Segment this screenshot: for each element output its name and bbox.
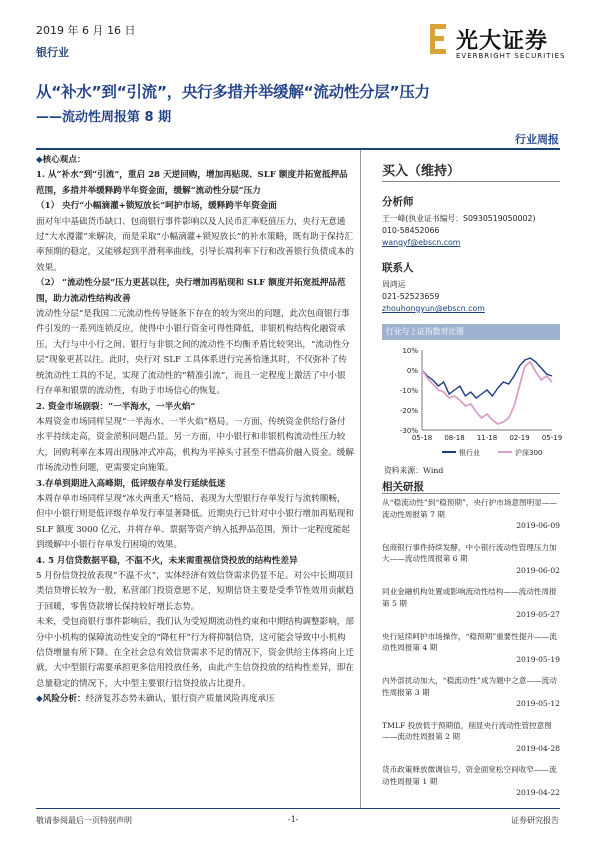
- legend-label: 银行业: [459, 449, 480, 457]
- core-points-heading: ◆核心观点：: [36, 155, 86, 165]
- section-2-text: 本周资金市场同样呈现“一半海水、一半火焰”格局。一方面，传统资金供给行备付水平持续走高，资金淤积问题凸显。另一方面，中小银行和非银机构流动性压力较大，回购利率在本周出现脉冲式冲高，机构为平掉头寸甚至不惜高价融入资金。缓解市场流动性问题，更需要定向施策。: [36, 416, 354, 474]
- contact-heading: 联系人: [382, 262, 414, 274]
- related-report-date: 2019-04-22: [516, 788, 560, 798]
- related-divider: [382, 493, 560, 494]
- logo-name-en: EVERBRIGHT SECURITIES: [456, 52, 566, 60]
- section-1-heading: 1. 从“补水”到“引流”，重启 28 天逆回购，增加再贴现、SLF 额度并拓宽抵押品范围，多措并举缓释跨半年资金面，缓解“流动性分层”压力: [36, 170, 348, 196]
- related-report-title: 包商银行事件持续发酵，中小银行流动性管理压力加大——流动性周报第 6 期: [382, 542, 557, 564]
- x-tick-label: 11-18: [476, 434, 498, 442]
- section-2-heading: 2. 资金市场剧裂：“一半海水，一半火焰”: [36, 401, 196, 412]
- section-1-1-heading: （1） 央行“小幅滴灌+锁短放长”呵护市场，缓释跨半年资金面: [36, 201, 277, 212]
- related-report-item[interactable]: [382, 586, 560, 621]
- y-tick-label: -20%: [399, 407, 418, 415]
- rating: 买入（维持）: [382, 164, 461, 179]
- related-reports-heading: 相关研报: [382, 481, 424, 493]
- related-report-date: 2019-04-28: [516, 743, 560, 753]
- section-3-text: 本周存单市场同样呈现“冰火两重天”格局，表现为大型银行存单发行与流转顺畅，但中小银行则是低评级存单发行率显著降低。近期央行已针对中小银行增加再贴现和 SLF 额度 3000 亿元，并将存单、票据等资产纳入抵押品范围，预计一定程度能起到缓解中小银行存单发行困境的效果。: [36, 493, 354, 551]
- related-report-title: TMLF 投放低于预期值，削显央行流动性管控意图——流动性周报第 2 期: [382, 720, 552, 742]
- report-title: 从“补水”到“引流”，央行多措并举缓解“流动性分层”压力: [36, 83, 430, 101]
- related-report-item[interactable]: [382, 720, 560, 755]
- logo-name-cn: 光大证券: [456, 28, 549, 54]
- contact-phone: 021-52523659: [382, 292, 440, 301]
- rating-divider: [382, 181, 560, 182]
- main-body: [36, 153, 354, 708]
- section-1-1-text: 面对年中基础货币缺口、包商银行事件影响以及人民币汇率贬值压力，央行无意通过“大水漫灌”来解决，而是采取“小幅滴灌+锁短放长”的补水策略，既有助于保持汇率预期的稳定，又能够起到平滑利率曲线，引导长端利率下行和改善银行负债成本的效果。: [36, 216, 354, 273]
- related-report-item[interactable]: [382, 675, 560, 710]
- related-report-item[interactable]: [382, 497, 560, 532]
- chart-source: 资料来源：Wind: [384, 466, 444, 475]
- analyst-phone: 010-58452066: [382, 226, 440, 235]
- analyst-email-link[interactable]: wangyf@ebscn.com: [382, 238, 461, 247]
- diamond-bullet-icon: ◆: [36, 155, 43, 165]
- footer-disclaimer: 敬请参阅最后一页特别声明: [36, 816, 132, 825]
- comparison-chart: [382, 342, 563, 462]
- report-type: 行业周报: [515, 133, 559, 146]
- related-report-date: 2019-05-12: [516, 699, 560, 709]
- report-date: 2019 年 6 月 16 日: [36, 24, 136, 37]
- y-tick-label: -10%: [399, 387, 418, 395]
- y-tick-label: 10%: [402, 347, 418, 355]
- related-report-title: 内外部扰动加大，“稳流动性”成为题中之意——流动性周报第 3 期: [382, 676, 557, 697]
- related-report-title: 同业金融机构处置或影响流动性结构——流动性周报第 5 期: [382, 587, 557, 608]
- section-4-heading: 4. 5 月信贷数据平稳，不温不火，未来需重视信贷投放的结构性差异: [36, 555, 298, 566]
- company-logo: [428, 18, 568, 68]
- related-report-item[interactable]: [382, 764, 560, 799]
- column-divider: [360, 150, 361, 808]
- x-tick-label: 05-19: [541, 434, 563, 442]
- related-report-date: 2019-06-09: [516, 521, 560, 531]
- section-1-2-text: 流动性分层”是我国二元流动性传导链条下存在的较为突出的问题，此次包商银行事件引发的一系列连锁反应，使得中小银行资金可得性降低，非银机构结构化融资承压，大行与中小行之间、银行与非银之间的流动性不均衡矛盾比较突出，“流动性分层”现象更甚以往。此时，央行对 SLF 工具体系进行完善恰逢其时，不仅弥补了传统流动性工具的不足，实现了流动性的“精准引流”，而且一定程度上激活了中小银行存单和银票的流动性，有助于市场信心的恢复。: [36, 309, 350, 397]
- page-number: -1-: [288, 815, 299, 824]
- related-report-date: 2019-06-02: [516, 565, 560, 575]
- legend-label: 沪深300: [515, 449, 543, 457]
- x-tick-label: 05-18: [411, 434, 433, 442]
- chart-title: 行业与上证指数对比图: [382, 324, 560, 340]
- diamond-bullet-icon: ◆: [36, 694, 43, 705]
- industry-label: 银行业: [36, 46, 69, 59]
- risk-analysis: ◆风险分析：经济复苏态势未确认，银行资产质量风险再度承压: [36, 694, 275, 705]
- footer-report-label: 证券研究报告: [511, 816, 559, 825]
- related-report-item[interactable]: [382, 631, 560, 666]
- contact-email-link[interactable]: zhouhongyun@ebscn.com: [382, 304, 485, 313]
- series-line-2: [422, 362, 552, 424]
- related-report-date: 2019-05-27: [516, 610, 560, 620]
- footer-divider: [36, 808, 560, 809]
- y-tick-label: -30%: [399, 427, 418, 435]
- related-report-item[interactable]: [382, 542, 560, 577]
- analyst-name: 王一峰(执业证书编号：S0930519050002): [382, 214, 536, 223]
- analyst-heading: 分析师: [382, 196, 414, 208]
- section-4-text-2: 未来，受包商银行事件影响后，我们认为受短期流动性约束和中期结构调整影响，部分中小机构的保障流动性安全的“降杠杆”行为将抑制信贷，这可能会导致中小机构信贷增量有所下降。在全社会总有效信贷需求不足的情况下，资金供给主体将向上迁就，大中型银行需要承担更多信用投放任务，由此产生信贷投放的结构性差异，即在总量稳定的情况下，大中型主要银行信贷投放占比提升。: [36, 617, 354, 689]
- logo-mark-icon: [428, 24, 448, 54]
- section-3-heading: 3.存单到期进入高峰期，低评级存单发行延续低迷: [36, 478, 226, 489]
- related-report-title: 从“稳流动性”到“稳预期”，央行护市场意图明显——流动性周报第 7 期: [382, 498, 557, 519]
- x-tick-label: 08-18: [444, 434, 465, 442]
- related-report-date: 2019-05-19: [516, 654, 560, 664]
- x-tick-label: 02-19: [509, 434, 530, 442]
- related-report-title: 央行延续呵护市场操作，“稳预期”重要性提升——流动性周报第 4 期: [382, 631, 557, 653]
- report-subtitle: ——流动性周报第 8 期: [36, 110, 172, 125]
- section-1-2-heading: （2） “流动性分层”压力更甚以往，央行增加再贴现和 SLF 额度并拓宽抵押品范围，助力流动性结构改善: [36, 278, 346, 304]
- related-report-title: 货币政策释放微调信号，资金面宽松空间收窄——流动性周报第 1 期: [382, 765, 557, 786]
- contact-name: 周鸿运: [382, 280, 406, 289]
- section-4-text-1: 5 月份信贷投放表现“不温不火”，实体经济有效信贷需求仍显不足。对公中长期项目类信贷增长较为一般，私营部门投资意愿不足，短期信贷主要是受季节性效用贡献趋于回暖，零售贷款增长保持较好增长态势。: [36, 570, 354, 612]
- y-tick-label: 0%: [406, 367, 418, 375]
- header-divider: [36, 148, 560, 150]
